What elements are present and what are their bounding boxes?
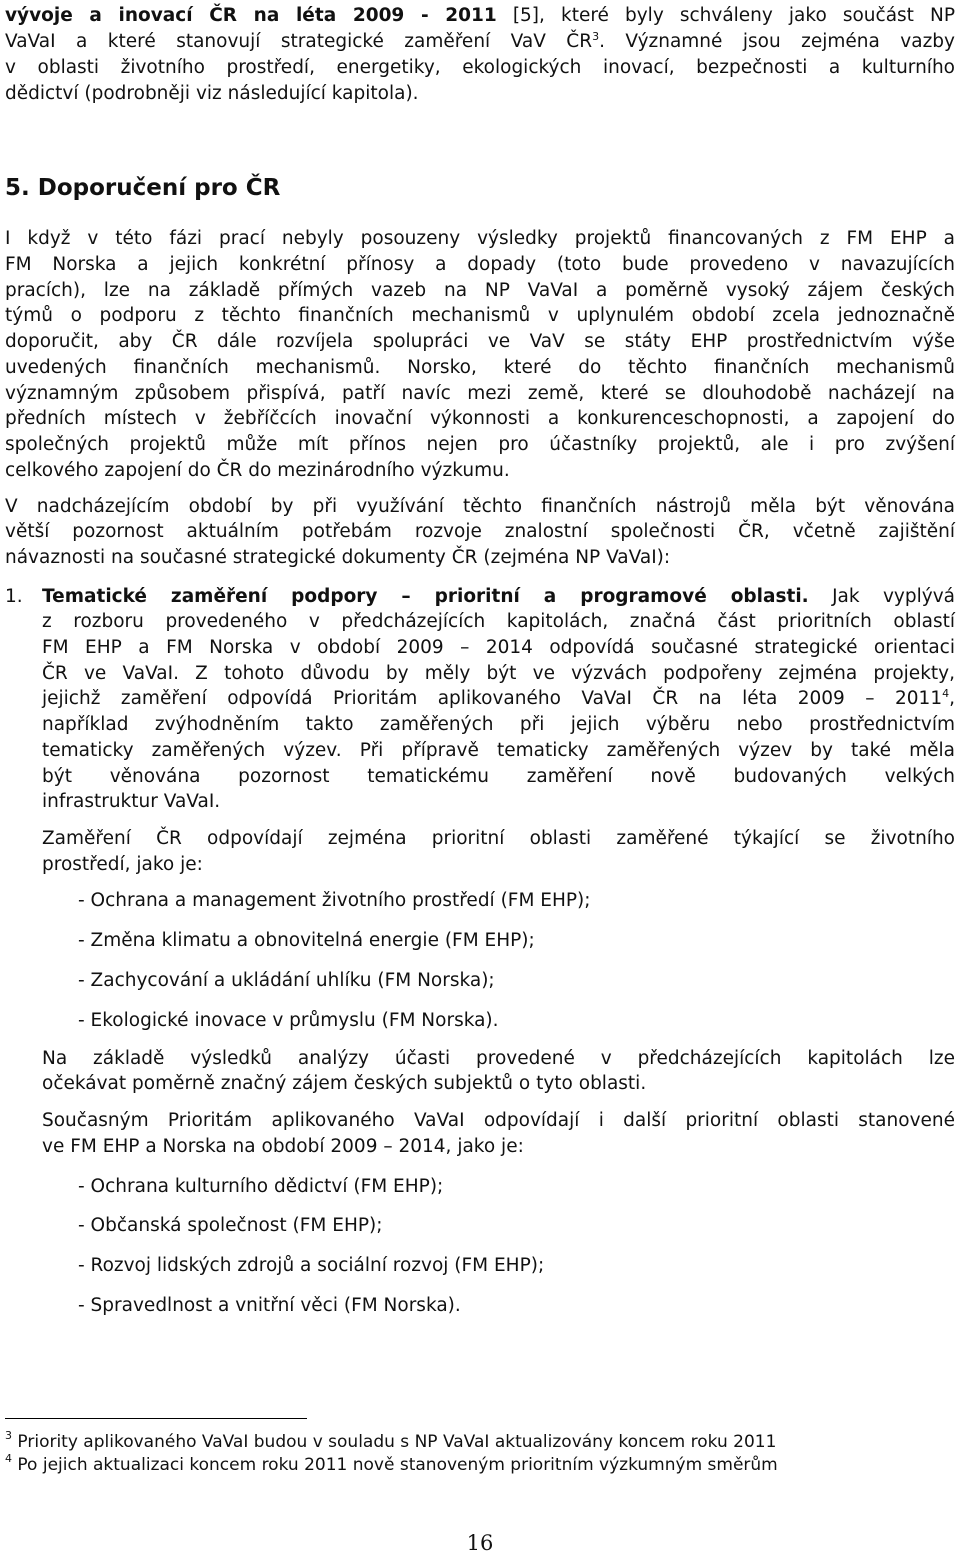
- p1-line: uvedených finančních mechanismů. Norsko, které do těchto finančních mechanismů: [5, 357, 955, 378]
- p3-line: Zaměření ČR odpovídají zejména prioritní oblasti zaměřené týkající se životního: [42, 828, 955, 849]
- item-1-number: 1.: [5, 586, 23, 607]
- p2-line: větší pozornost aktuálním potřebám rozvoje znalostní společnosti ČR, včetně zajištění: [5, 521, 955, 542]
- footnote-3: [5, 1429, 777, 1452]
- list-item: - Spravedlnost a vnitřní věci (FM Norska).: [78, 1295, 461, 1316]
- page-number: 16: [466, 1531, 494, 1555]
- item-1-line-8: být věnována pozornost tematickému zaměření nově budovaných velkých: [42, 766, 955, 787]
- list-item: - Ochrana kulturního dědictví (FM EHP);: [78, 1176, 444, 1197]
- p1-line: pracích), lze na základě přímých vazeb na NP VaVaI a poměrně vysoký zájem českých: [5, 280, 955, 301]
- item-1-line-9: infrastruktur VaVaI.: [42, 791, 221, 812]
- footnote-4: [5, 1452, 778, 1475]
- item-1-text: ,: [949, 688, 955, 709]
- intro-line-2: [5, 30, 955, 52]
- footnote-ref: 4: [942, 687, 950, 700]
- item-1-line-1: [42, 588, 955, 607]
- footnote-rule: [5, 1418, 307, 1419]
- list-item: - Ekologické inovace v průmyslu (FM Norska).: [78, 1010, 499, 1031]
- p4-line: Na základě výsledků analýzy účasti provedené v předcházejících kapitolách lze: [42, 1048, 955, 1069]
- p5-line: ve FM EHP a Norska na období 2009 – 2014, jako je:: [42, 1136, 524, 1157]
- intro-line-1: [5, 7, 955, 26]
- item-1-line-6: například zvýhodněním takto zaměřených při jejich výběru nebo prostřednictvím: [42, 714, 955, 735]
- item-1-line-3: FM EHP a FM Norska v období 2009 – 2014 odpovídá současné strategické orientaci: [42, 637, 955, 658]
- footnote-ref: 3: [592, 30, 600, 43]
- p1-line: společných projektů může mít přínos nejen pro účastníky projektů, ale i pro zvýšení: [5, 434, 955, 455]
- p1-line: významným způsobem přispívá, patří navíc mezi země, které se dlouhodobě nacházejí na: [5, 383, 955, 404]
- intro-line-3: v oblasti životního prostředí, energetiky, ekologických inovací, bezpečnosti a kulturního: [5, 57, 955, 78]
- p5-line: Současným Prioritám aplikovaného VaVaI odpovídají i další prioritní oblasti stanovené: [42, 1110, 955, 1131]
- item-1-line-7: tematicky zaměřených výzev. Při přípravě tematicky zaměřených výzev by také měla: [42, 740, 955, 761]
- p3-line: prostředí, jako je:: [42, 854, 203, 875]
- intro-text: [5], které byly schváleny jako součást NP: [496, 5, 955, 26]
- p1-line: doporučit, aby ČR dále rozvíjela spolupráci ve VaV se státy EHP prostřednictvím výše: [5, 331, 955, 352]
- footnote-text: Priority aplikovaného VaVaI budou v souladu s NP VaVaI aktualizovány koncem roku 2011: [12, 1432, 777, 1452]
- list-item: - Rozvoj lidských zdrojů a sociální rozvoj (FM EHP);: [78, 1255, 545, 1276]
- item-1-text: jejichž zaměření odpovídá Prioritám aplikovaného VaVaI ČR na léta 2009 – 2011: [42, 688, 943, 709]
- p1-line: I když v této fázi prací nebyly posouzeny výsledky projektů financovaných z FM EHP a: [5, 228, 955, 249]
- section-heading: 5. Doporučení pro ČR: [5, 175, 281, 201]
- p2-line: návaznosti na současné strategické dokumenty ČR (zejména NP VaVaI):: [5, 547, 671, 568]
- item-1-bold-title: Tematické zaměření podpory – prioritní a programové oblasti.: [42, 586, 809, 607]
- p4-line: očekávat poměrně značný zájem českých subjektů o tyto oblasti.: [42, 1073, 647, 1094]
- intro-text: VaVaI a které stanovují strategické zaměření VaV ČR: [5, 31, 593, 52]
- footnote-mark: 4: [5, 1452, 12, 1465]
- intro-line-4: dědictví (podrobněji viz následující kapitola).: [5, 83, 419, 104]
- item-1-line-2: z rozboru provedeného v předcházejících kapitolách, značná část prioritních oblastí: [42, 611, 955, 632]
- item-1-line-4: ČR ve VaVaI. Z tohoto důvodu by měly být ve výzvách podpořeny zejména projekty,: [42, 663, 955, 684]
- p1-line: FM Norska a jejich konkrétní přínosy a dopady (toto bude provedeno v navazujících: [5, 254, 955, 275]
- p2-line: V nadcházejícím období by při využívání těchto finančních nástrojů měla být věnována: [5, 496, 955, 517]
- list-item: - Ochrana a management životního prostředí (FM EHP);: [78, 890, 591, 911]
- footnote-mark: 3: [5, 1429, 12, 1442]
- item-1-text: Jak vyplývá: [808, 586, 956, 607]
- list-item: - Zachycování a ukládání uhlíku (FM Norska);: [78, 970, 495, 991]
- footnote-text: Po jejich aktualizaci koncem roku 2011 nově stanoveným prioritním výzkumným směrům: [12, 1455, 778, 1475]
- item-1-line-5: [42, 687, 955, 709]
- intro-bold-text: vývoje a inovací ČR na léta 2009 - 2011: [5, 5, 497, 26]
- p1-line: týmů o podporu z těchto finančních mechanismů v uplynulém období zcela jednoznačně: [5, 305, 955, 326]
- intro-text: . Významné jsou zejména vazby: [599, 31, 955, 52]
- p1-line: celkového zapojení do ČR do mezinárodního výzkumu.: [5, 460, 510, 481]
- list-item: - Změna klimatu a obnovitelná energie (FM EHP);: [78, 930, 535, 951]
- list-item: - Občanská společnost (FM EHP);: [78, 1215, 383, 1236]
- p1-line: předních místech v žebříčcích inovační výkonnosti a konkurenceschopnosti, a zapojení do: [5, 408, 955, 429]
